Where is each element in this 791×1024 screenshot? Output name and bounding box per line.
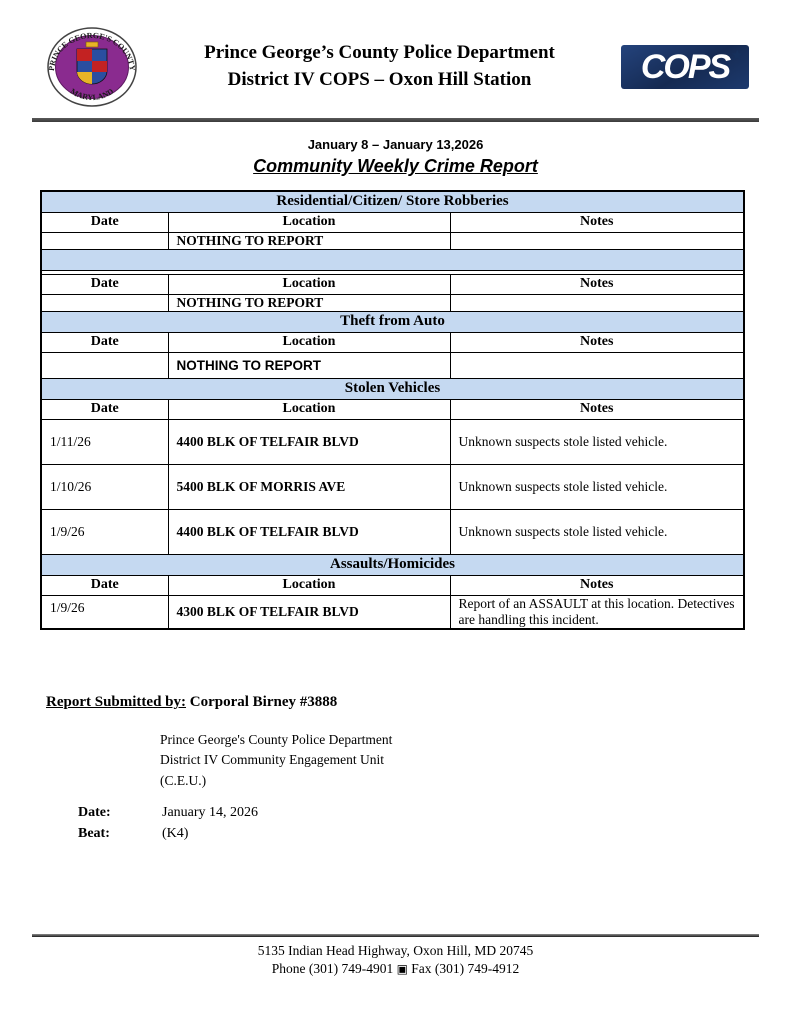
col-date: Date — [41, 212, 168, 232]
cell-notes: Unknown suspects stole listed vehicle. — [450, 419, 744, 464]
department-title — [138, 40, 621, 93]
col-date: Date — [41, 575, 168, 595]
section-title: Stolen Vehicles — [41, 378, 744, 399]
report-date-range: January 8 – January 13,2026 — [307, 137, 484, 152]
cell-date — [41, 294, 168, 311]
page-header — [0, 0, 791, 108]
section-header-theft-from-auto — [41, 311, 744, 332]
seal-ring-bottom-text: MARYLAND — [68, 86, 116, 103]
cell-date: 1/10/26 — [41, 464, 168, 509]
section-title — [41, 249, 744, 270]
col-location: Location — [168, 399, 450, 419]
cell-location: NOTHING TO REPORT — [168, 232, 450, 249]
report-title: Community Weekly Crime Report — [253, 156, 538, 176]
table-row — [41, 352, 744, 378]
date-value: January 14, 2026 — [162, 804, 259, 820]
beat-value: (K4) — [162, 825, 189, 841]
page-footer — [32, 934, 759, 978]
cell-location: NOTHING TO REPORT — [168, 294, 450, 311]
col-date: Date — [41, 274, 168, 294]
table-row — [41, 464, 744, 509]
submission-block — [46, 694, 791, 711]
org-line3: (C.E.U.) — [160, 772, 207, 788]
cell-notes — [450, 294, 744, 311]
cops-logo-text: COPS — [640, 48, 730, 86]
col-location: Location — [168, 332, 450, 352]
cell-notes: Unknown suspects stole listed vehicle. — [450, 509, 744, 554]
cell-notes — [450, 352, 744, 378]
col-notes: Notes — [450, 399, 744, 419]
cell-date: 1/9/26 — [41, 509, 168, 554]
date-label: Date: — [78, 804, 111, 820]
submission-beat-row — [78, 826, 791, 842]
header-divider — [32, 118, 759, 122]
cell-date: 1/9/26 — [41, 595, 168, 629]
org-line1: Prince George's County Police Department — [160, 732, 393, 747]
crime-report-table — [40, 190, 745, 630]
org-line2: District IV Community Engagement Unit — [160, 752, 384, 768]
cell-notes: Report of an ASSAULT at this location. Detectives are handling this incident. — [450, 595, 744, 629]
submitter-name: Corporal Birney #3888 — [189, 694, 338, 710]
col-location: Location — [168, 274, 450, 294]
cell-date — [41, 352, 168, 378]
footer-address: 5135 Indian Head Highway, Oxon Hill, MD 20745 — [257, 943, 534, 958]
department-title-line1: Prince George’s County Police Department — [204, 42, 555, 64]
table-row — [41, 294, 744, 311]
col-date: Date — [41, 399, 168, 419]
footer-divider — [32, 934, 759, 937]
section-header-assaults-homicides — [41, 554, 744, 575]
column-header-row — [41, 399, 744, 419]
cell-location: 5400 BLK OF MORRIS AVE — [168, 464, 450, 509]
column-header-row — [41, 212, 744, 232]
footer-contact — [32, 960, 759, 978]
col-notes: Notes — [450, 274, 744, 294]
footer-fax: Fax (301) 749-4912 — [411, 961, 520, 977]
cops-logo — [621, 45, 749, 89]
section-title: Residential/Citizen/ Store Robberies — [41, 191, 744, 212]
cell-location: 4400 BLK OF TELFAIR BLVD — [168, 509, 450, 554]
submission-date-row — [78, 805, 791, 821]
section-header-robberies — [41, 191, 744, 212]
cell-location: NOTHING TO REPORT — [168, 352, 450, 378]
col-date: Date — [41, 332, 168, 352]
footer-phone: Phone (301) 749-4901 — [271, 961, 394, 977]
col-notes: Notes — [450, 575, 744, 595]
county-seal-logo — [46, 26, 138, 108]
seal-ring-top-text: PRINCE GEORGE'S COUNTY — [46, 30, 138, 72]
submitter-org — [160, 730, 791, 791]
table-row — [41, 232, 744, 249]
col-notes: Notes — [450, 332, 744, 352]
section-header-blank — [41, 249, 744, 270]
table-row — [41, 419, 744, 464]
cell-location: 4400 BLK OF TELFAIR BLVD — [168, 419, 450, 464]
beat-label: Beat: — [78, 825, 110, 841]
column-header-row — [41, 332, 744, 352]
envelope-icon: ▣ — [396, 962, 408, 977]
section-title: Theft from Auto — [41, 311, 744, 332]
table-row — [41, 595, 744, 629]
section-title: Assaults/Homicides — [41, 554, 744, 575]
column-header-row — [41, 274, 744, 294]
report-submitted-by-label: Report Submitted by: — [46, 694, 187, 710]
col-location: Location — [168, 575, 450, 595]
column-header-row — [41, 575, 744, 595]
cell-notes: Unknown suspects stole listed vehicle. — [450, 464, 744, 509]
col-location: Location — [168, 212, 450, 232]
col-notes: Notes — [450, 212, 744, 232]
section-header-stolen-vehicles — [41, 378, 744, 399]
cell-location: 4300 BLK OF TELFAIR BLVD — [168, 595, 450, 629]
cops-star-icon: ★ — [730, 48, 744, 64]
department-title-line2: District IV COPS – Oxon Hill Station — [227, 69, 532, 90]
cell-date — [41, 232, 168, 249]
cell-notes — [450, 232, 744, 249]
table-row — [41, 509, 744, 554]
cell-date: 1/11/26 — [41, 419, 168, 464]
